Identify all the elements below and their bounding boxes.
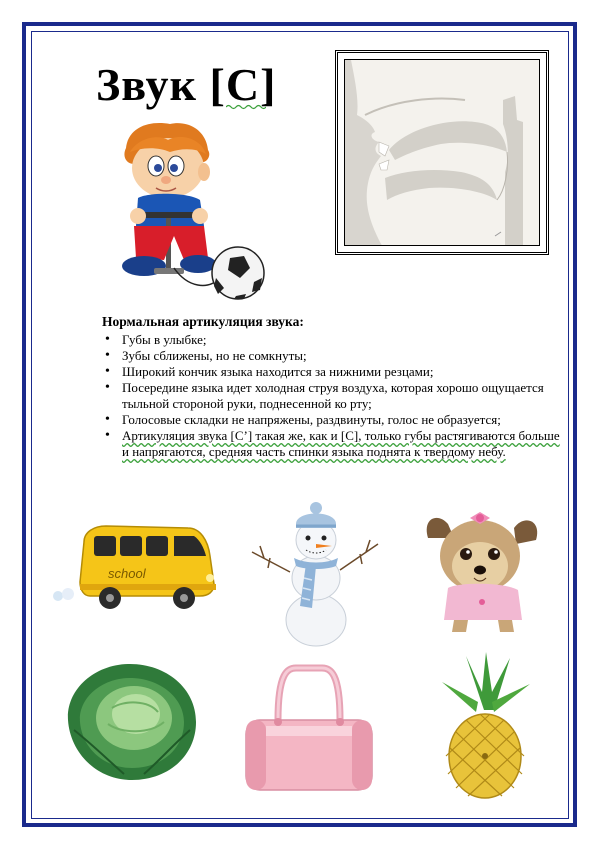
spellcheck-squiggle: [226, 104, 266, 110]
page-title: [96, 58, 276, 111]
articulation-item: • Широкий кончик языка находится за нижними резцами;: [122, 364, 562, 380]
boy-pumping-ball-image: [108, 118, 273, 303]
articulation-item: • Голосовые складки не напряжены, раздвинуты, голос не образуется;: [122, 412, 562, 428]
articulation-item: • Посередине языка идет холодная струя воздуха, которая хорошо ощущается тыльной стороной руки, поднесенной ко рту;: [122, 380, 562, 412]
snowman-image: [250, 498, 380, 648]
articulation-section: [102, 314, 562, 460]
school-bus-image: [50, 522, 220, 614]
articulation-diagram-image: [344, 59, 540, 246]
pineapple-image: [436, 652, 534, 800]
pink-bag-image: [242, 664, 376, 794]
articulation-list: [102, 332, 562, 460]
articulation-item: • Зубы сближены, но не сомкнуты;: [122, 348, 562, 364]
page-title-text: Звук [С]: [96, 59, 277, 110]
articulation-item: • Артикуляция звука [С’] такая же, как и [С], только губы растягиваются больше и напрягаются, средняя часть спинки языка поднята к твердому небу.: [122, 428, 562, 460]
articulation-heading: Нормальная артикуляция звука:: [102, 314, 304, 329]
cabbage-image: [64, 660, 200, 782]
articulation-item: • Губы в улыбке;: [122, 332, 562, 348]
articulation-diagram: [335, 50, 549, 255]
bus-school-label: school: [108, 566, 146, 581]
puppy-image: [418, 508, 548, 636]
